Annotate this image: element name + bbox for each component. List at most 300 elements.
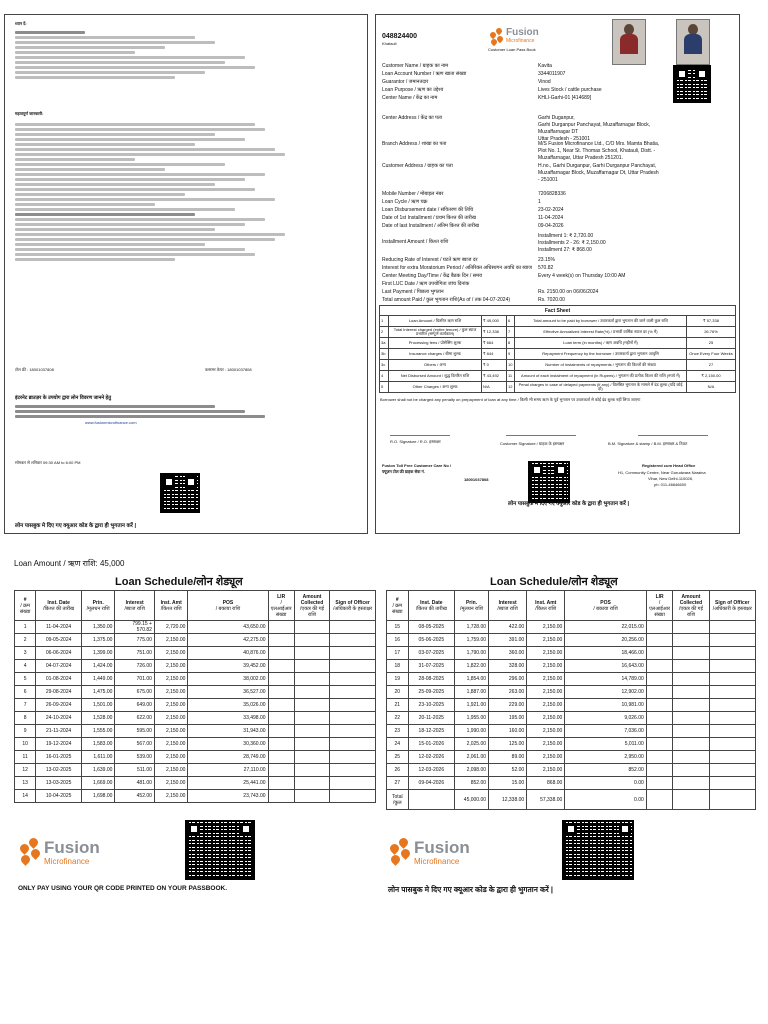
schedule-cell-a: 2,150.00 (527, 647, 565, 660)
schedule-cell-p: 1,728.00 (455, 621, 489, 634)
schedule-cell-blank (294, 673, 330, 686)
schedule-cell-blank (408, 790, 454, 810)
schedule-cell-blank (268, 647, 294, 660)
schedule-row (15, 660, 376, 673)
schedule-cell-d: 04-07-2024 (36, 660, 82, 673)
schedule-cell-blank (294, 686, 330, 699)
schedule-cell-a: 2,150.00 (527, 634, 565, 647)
fact-row: 3b Insurance charges / बीमा शुल्क ₹ 844 9 Repayment Frequency by the borrower / उधारकर्ता द्वारा भुगतान आवृत्ति Once Every Four Weeks (380, 349, 736, 360)
schedule-cell-n: 5 (15, 673, 36, 686)
schedule-cell-pos: 40,876.00 (188, 647, 268, 660)
schedule-cell-blank (268, 634, 294, 647)
schedule-cell-blank (268, 751, 294, 764)
schedule-cell-blank (268, 725, 294, 738)
schedule-cell-a: 2,150.00 (527, 686, 565, 699)
schedule-cell-d: 29-08-2024 (36, 686, 82, 699)
schedule-cell-d: 09-04-2026 (408, 777, 454, 790)
schedule-cell-a: 2,150.00 (154, 790, 187, 803)
schedule-cell-blank (294, 621, 330, 634)
schedule-cell-pos: 9,026.00 (565, 712, 646, 725)
schedule-row (387, 699, 756, 712)
notes-text-block (15, 29, 255, 81)
schedule-cell-a: 2,150.00 (527, 712, 565, 725)
schedule-cell-i: 360.00 (489, 647, 527, 660)
customer-qr-code[interactable] (673, 65, 711, 103)
schedule-cell-p: 1,990.00 (455, 725, 489, 738)
schedule-cell-d: 12-03-2026 (408, 764, 454, 777)
loan-schedule-title-right: Loan Schedule/लोन शेड्यूल (490, 576, 618, 588)
schedule-cell-n: 3 (15, 647, 36, 660)
schedule-cell-blank (294, 790, 330, 803)
brand-subtitle: Microfinance (506, 38, 535, 44)
schedule-row (15, 686, 376, 699)
schedule-cell-d: 25-09-2025 (408, 686, 454, 699)
ro-signature-line (390, 435, 450, 436)
bm-signature-label: B.M. Signature & stamp / B.M. हस्ताक्षर & टिकट (608, 441, 688, 446)
payment-note-bottom-left: ONLY PAY USING YOUR QR CODE PRINTED ON YOUR PASSBOOK. (18, 885, 228, 892)
schedule-row (15, 751, 376, 764)
schedule-cell-blank (646, 777, 673, 790)
schedule-cell-blank (673, 660, 709, 673)
schedule-cell-blank (646, 647, 673, 660)
schedule-cell-pos: 18,466.00 (565, 647, 646, 660)
fact-sheet-title: Fact Sheet (380, 306, 736, 316)
schedule-cell-blank (268, 712, 294, 725)
schedule-cell-blank (294, 738, 330, 751)
fact-row: 4 Net Disbursed Amount / शुद्ध वितरित राशि ₹ 43,492 11 Amount of each instalment of repayment (in Rupees) / भुगतान की प्रत्येक किश्त की राशि (रुपये में) ₹ 2,150.00 (380, 371, 736, 382)
schedule-cell-d: 26-09-2024 (36, 699, 82, 712)
schedule-cell-a: 2,150.00 (154, 647, 187, 660)
schedule-row (15, 647, 376, 660)
schedule-cell-i: 452.00 (115, 790, 155, 803)
qr-payment-note: लोन पासबुक मे दिए गए क्यूआर कोड के द्वारा ही भुगतान करें | (15, 523, 137, 529)
schedule-cell-blank (646, 790, 673, 810)
schedule-cell-i: 726.00 (115, 660, 155, 673)
schedule-cell-d: 20-11-2025 (408, 712, 454, 725)
schedule-cell-d: 10-04-2025 (36, 790, 82, 803)
schedule-cell-blank (268, 777, 294, 790)
schedule-cell-blank (268, 790, 294, 803)
brand-name: Fusion (506, 27, 539, 38)
schedule-cell-n: 26 (387, 764, 409, 777)
schedule-cell-a: 2,150.00 (154, 686, 187, 699)
schedule-body-left (15, 621, 376, 803)
schedule-cell-pos: 5,011.00 (565, 738, 646, 751)
schedule-row (387, 660, 756, 673)
payment-qr-code-bottom-left[interactable] (185, 820, 255, 880)
schedule-cell-p: 2,025.00 (455, 738, 489, 751)
schedule-cell-blank (646, 712, 673, 725)
schedule-cell-n: 13 (15, 777, 36, 790)
schedule-cell-blank (330, 660, 376, 673)
schedule-row (15, 699, 376, 712)
schedule-cell-blank (294, 634, 330, 647)
schedule-cell-pos: 27,110.00 (188, 764, 268, 777)
schedule-cell-p: 2,061.00 (455, 751, 489, 764)
schedule-cell-a: 2,150.00 (154, 712, 187, 725)
schedule-cell-blank (673, 751, 709, 764)
schedule-cell-d: 05-06-2025 (408, 634, 454, 647)
schedule-cell-d: 23-10-2025 (408, 699, 454, 712)
brand-name-bottom-right: Fusion (414, 838, 470, 857)
schedule-cell-i: 89.00 (489, 751, 527, 764)
fact-row: 3a Processing fees / प्रोसेसिंग शुल्क ₹ 664 8 Loan term (in months) / ऋण अवधि (महीनों में) 25 (380, 338, 736, 349)
schedule-cell-d: 08-05-2025 (408, 621, 454, 634)
schedule-cell-i: 649.00 (115, 699, 155, 712)
schedule-cell-blank (673, 673, 709, 686)
schedule-row (15, 725, 376, 738)
schedule-cell-a: 2,150.00 (154, 725, 187, 738)
schedule-row (387, 686, 756, 699)
schedule-cell-a: 2,150.00 (527, 621, 565, 634)
schedule-cell-pos: 25,441.00 (188, 777, 268, 790)
schedule-cell-a: 2,150.00 (154, 673, 187, 686)
consent-heading: इंटरनेट ब्राउज़र के उपयोग द्वारा लोन विवरण जानने हेतु (15, 395, 112, 401)
schedule-row (387, 673, 756, 686)
loan-amount-heading: Loan Amount / ऋण राशि: 45,000 (14, 559, 125, 568)
schedule-cell-blank (709, 673, 755, 686)
schedule-cell-blank (646, 634, 673, 647)
schedule-cell-p: 1,424.00 (81, 660, 114, 673)
schedule-cell-blank (268, 764, 294, 777)
schedule-cell-blank (294, 660, 330, 673)
schedule-cell-p: 1,759.00 (455, 634, 489, 647)
loan-schedule-table-right (386, 590, 756, 810)
schedule-cell-n: 10 (15, 738, 36, 751)
schedule-cell-pos: 2,950.00 (565, 751, 646, 764)
schedule-cell-pos: 35,026.00 (188, 699, 268, 712)
schedule-cell-d: 03-07-2025 (408, 647, 454, 660)
schedule-cell-blank (673, 621, 709, 634)
schedule-cell-pos: 38,002.00 (188, 673, 268, 686)
schedule-cell-pos: 7,036.00 (565, 725, 646, 738)
schedule-cell-i: 595.00 (115, 725, 155, 738)
schedule-cell-n: 7 (15, 699, 36, 712)
office-line-2: Vihar, New Delhi-110028, (648, 476, 693, 481)
schedule-cell-blank (709, 764, 755, 777)
schedule-cell-blank (268, 686, 294, 699)
schedule-cell-blank (330, 751, 376, 764)
guarantor-photo (676, 19, 710, 65)
schedule-cell-a: 2,150.00 (154, 751, 187, 764)
schedule-cell-pos: 22,015.00 (565, 621, 646, 634)
schedule-cell-blank (709, 621, 755, 634)
schedule-cell-blank (646, 725, 673, 738)
schedule-cell-a: 2,150.00 (154, 738, 187, 751)
consent-text (15, 403, 265, 420)
schedule-cell-blank (709, 712, 755, 725)
schedule-cell-d: 12-02-2026 (408, 751, 454, 764)
customer-signature-line (506, 435, 576, 436)
schedule-row (15, 634, 376, 647)
schedule-cell-blank (709, 777, 755, 790)
schedule-row (15, 764, 376, 777)
schedule-cell-blank (330, 673, 376, 686)
total-cell-i: 12,338.00 (489, 790, 527, 810)
schedule-cell-blank (294, 725, 330, 738)
schedule-cell-blank (646, 621, 673, 634)
schedule-cell-p: 1,555.00 (81, 725, 114, 738)
office-line-1: H1, Community Centre, Near Gurudwara Naraina (618, 470, 706, 475)
schedule-cell-i: 751.00 (115, 647, 155, 660)
schedule-cell-n: 27 (387, 777, 409, 790)
schedule-cell-blank (330, 738, 376, 751)
schedule-cell-n: 18 (387, 660, 409, 673)
timing-text: सोमवार से शनिवार 09:30 AM to 6:00 PM (15, 460, 81, 465)
payment-qr-code-bottom-right[interactable] (562, 820, 634, 880)
schedule-cell-blank (268, 660, 294, 673)
fusion-logo (488, 27, 558, 55)
section-heading: महत्वपूर्ण जानकारी: (15, 111, 44, 116)
schedule-cell-p: 1,921.00 (455, 699, 489, 712)
schedule-cell-a: 2,150.00 (527, 751, 565, 764)
total-cell-a: 57,338.00 (527, 790, 565, 810)
schedule-cell-n: 15 (387, 621, 409, 634)
schedule-cell-blank (646, 738, 673, 751)
schedule-cell-d: 13-03-2025 (36, 777, 82, 790)
schedule-cell-p: 1,822.00 (455, 660, 489, 673)
schedule-cell-blank (268, 738, 294, 751)
schedule-header-row: # / क्रम संख्या Inst. Date /किश्त की तारीख Prin. /मूलधन राशि Interest /ब्याज राशि Inst. Amt /किश्त राशि POS / बकाया राशि LIR / एलआईआर संख्या Amount Collected /एकत्र की गई राशि Sign of Officer /अधिकारी के हस्ताक्षर (387, 591, 756, 621)
schedule-cell-i: 701.00 (115, 673, 155, 686)
schedule-cell-blank (709, 660, 755, 673)
schedule-cell-blank (673, 725, 709, 738)
schedule-cell-pos: 42,275.00 (188, 634, 268, 647)
schedule-cell-d: 09-05-2024 (36, 634, 82, 647)
schedule-cell-blank (330, 621, 376, 634)
schedule-cell-blank (709, 751, 755, 764)
schedule-row (15, 673, 376, 686)
schedule-row (15, 738, 376, 751)
contact-line-1: टोल फ्री : 18001037808 (15, 367, 54, 372)
passbook-tagline: Customer Loan Pass Book (488, 47, 536, 52)
schedule-row (387, 777, 756, 790)
loan-schedule-title-left: Loan Schedule/लोन शेड्यूल (115, 576, 243, 588)
schedule-cell-i: 481.00 (115, 777, 155, 790)
schedule-cell-blank (330, 764, 376, 777)
schedule-cell-i: 15.00 (489, 777, 527, 790)
schedule-cell-a: 2,150.00 (154, 777, 187, 790)
schedule-cell-a: 2,150.00 (154, 699, 187, 712)
schedule-cell-n: 12 (15, 764, 36, 777)
schedule-cell-a: 2,150.00 (527, 660, 565, 673)
schedule-cell-p: 1,639.00 (81, 764, 114, 777)
schedule-cell-pos: 33,498.00 (188, 712, 268, 725)
schedule-cell-blank (646, 699, 673, 712)
schedule-cell-blank (646, 660, 673, 673)
schedule-cell-n: 1 (15, 621, 36, 634)
schedule-cell-i: 675.00 (115, 686, 155, 699)
total-cell-pos: 0.00 (565, 790, 646, 810)
schedule-cell-p: 1,449.00 (81, 673, 114, 686)
schedule-cell-d: 19-12-2024 (36, 738, 82, 751)
schedule-cell-p: 1,350.00 (81, 621, 114, 634)
schedule-cell-i: 52.00 (489, 764, 527, 777)
schedule-cell-blank (709, 790, 755, 810)
schedule-cell-d: 13-02-2025 (36, 764, 82, 777)
schedule-cell-blank (646, 764, 673, 777)
loan-number: 048824400 (382, 33, 418, 40)
schedule-cell-p: 1,399.00 (81, 647, 114, 660)
schedule-cell-pos: 12,902.00 (565, 686, 646, 699)
schedule-cell-i: 511.00 (115, 764, 155, 777)
schedule-cell-d: 06-06-2024 (36, 647, 82, 660)
schedule-cell-blank (268, 621, 294, 634)
schedule-cell-pos: 20,256.00 (565, 634, 646, 647)
passbook-details-panel: 048824400 Khatauli Fusion Microfinance Customer Loan Pass Book Customer Name / ग्राहक का नाम Kavita Loan Account Number / ऋण खाता संख्या 3344011907 Guarantor / जमानतदार Vinod Loan Purpose / ऋण का उद्देश्य Lives Stock / cattle purchase Center Name / केंद्र का नाम KHLI-Garhi-01 [414689] Center Address / केंद्र का पता Garhi Duganpur, Garhi Durganpur Panchayat, Muzaffarnagar Block, Muzaffarnagar DT Uttar Pradesh - 251001 Branch Address / शाखा का पता M/S Fusion Microfinance Ltd., C/O Mrs. Mamta Bhatia, Plot No. 1, Near St. Thomas School, Khatauli, Distt. - Muzaffarnagar, Uttar Pradesh 251201. Customer Address / ग्राहक का पता H.no., Garhi Durganpur, Garhi Durganpur Panchayat, Muzaffarnagar Block, Muzaffarnagar Dt, Uttar Pradesh - 251001 Mobile Number / मोबाइल नंबर 7206828336 Loan Cycle / ऋण चक्र 1 Loan Disbursement date / संवितरण की तिथि 23-02-2024 Date of 1st Installment / प्रथम किश्त की तारीख 11-04-2024 Date of last Installment / अंतिम किश्त की तारीख 09-04-2026 Installment Amount / किश्त राशि Installment 1: ₹ 2,720.00 Installments 2 - 26: ₹ 2,150.00 Installment 27: ₹ 868.00 Reducing Rate of Interest / घटते ऋण ब्याज दर 23.15% Interest for extra Moratorium Period / अतिरिक्त अधिस्थगन अवधि का ब्याज 570.82 Center Meeting Day/Time / केंद्र बैठक दिन / समय Every 4 week(s) on Thursday 10:00 AM First LUC Date / ऋण उपयोगिता जांच दिनांक Last Payment / पिछला भुगतान Rs. 2150.00 on 06/06/2024 Total amount Paid / कुल भुगतान राशि(As of / तक 04-07-2024) Rs. 7020.00 Fact Sheet 1 Loan Amount / वितरित ऋण राशि ₹ 45,000 6 Total amount to be paid by borrower / उधारकर्ता द्वारा भुगतान की जाने वाली कुल राशि ₹ 57,338 2 Total Interest charged (entire tenure) / कुल ब्याज प्रभारित (सम्पूर्ण कार्यकाल) ₹ 12,338 7 Effective Annualized Interest Rate(%) / प्रभावी वार्षिक ब्याज दर (% में) 26.76% 3a Processing fees / प्रोसेसिंग शुल्क ₹ 664 8 Loan term (in months) / ऋण अवधि (महीनों में) 25 3b Insurance charges / बीमा शुल्क ₹ 844 9 Repayment Frequency by the borrower / उधारकर्ता द्वारा भुगतान आवृत्ति Once Every Four Weeks 3c Others / अन्य ₹ 0 10 Number of instalments of repayments / भुगतान की किश्तों की संख्या 27 4 Net Disbursed Amount / शुद्ध वितरित राशि ₹ 43,492 11 Amount of each instalment of repayment (in Rupees) / भुगतान की प्रत्येक किश्त की राशि (रुपये में) ₹ 2,150.00 5 Other Charges / अन्य शुल्क N/A 12 Penal charges in case of delayed payments (if any) / विलंबित भुगतान के मामले में दंड शुल्क (यदि कोई हो) N/A Borrower shall not be charged any penalty on prepayment of loan at any time / किसी भी समय ऋण के पूर्व भुगतान पर उधारकर्ता से कोई दंड शुल्क नहीं लिया जाएगा R.O. Signature / R.O. हस्ताक्षर Customer Signature / ग्राहक के हस्ताक्षर B.M. Signature & stamp / B.M. हस्ताक्षर & टिकट Fusion Toll Free Customer Care No / फ्यूज़न टोल फ्री ग्राहक सेवा नं. 18001037808 Registered cum Head Office H1, Community Centre, Near Gurudwara Naraina Vihar, New Delhi-110028, ph: 011-46646600 लोन पासबुक मे दिए गए क्यूआर कोड के द्वारा ही भुगतान करें | (375, 14, 740, 534)
schedule-cell-i: 775.00 (115, 634, 155, 647)
schedule-cell-blank (330, 686, 376, 699)
schedule-cell-a: 2,150.00 (154, 634, 187, 647)
schedule-cell-p: 2,098.00 (455, 764, 489, 777)
schedule-cell-n: 23 (387, 725, 409, 738)
tollfree-number[interactable]: 18001037808 (464, 477, 489, 482)
schedule-cell-p: 1,698.00 (81, 790, 114, 803)
payment-qr-code[interactable] (160, 473, 200, 513)
schedule-cell-i: 125.00 (489, 738, 527, 751)
schedule-cell-p: 1,375.00 (81, 634, 114, 647)
schedule-row (15, 790, 376, 803)
schedule-cell-a: 2,150.00 (527, 738, 565, 751)
passbook-terms-panel (4, 14, 368, 534)
schedule-cell-a: 2,150.00 (527, 725, 565, 738)
ro-signature-label: R.O. Signature / R.O. हस्ताक्षर (390, 439, 441, 444)
schedule-cell-n: 8 (15, 712, 36, 725)
schedule-cell-blank (330, 790, 376, 803)
office-line-3: ph: 011-46646600 (654, 482, 687, 487)
schedule-cell-n: 6 (15, 686, 36, 699)
schedule-cell-pos: 28,749.00 (188, 751, 268, 764)
schedule-row (15, 777, 376, 790)
customer-signature-label: Customer Signature / ग्राहक के हस्ताक्षर (500, 441, 565, 446)
schedule-cell-blank (673, 634, 709, 647)
schedule-cell-i: 422.00 (489, 621, 527, 634)
customer-photo (612, 19, 646, 65)
terms-text-block (15, 121, 285, 263)
schedule-row (387, 634, 756, 647)
total-label: Total /कुल (387, 790, 409, 810)
schedule-cell-n: 25 (387, 751, 409, 764)
schedule-cell-n: 11 (15, 751, 36, 764)
schedule-cell-i: 799.15 + 570.82 (115, 621, 155, 634)
schedule-row (15, 621, 376, 634)
schedule-cell-blank (673, 790, 709, 810)
schedule-cell-pos: 39,452.00 (188, 660, 268, 673)
schedule-cell-blank (268, 699, 294, 712)
schedule-cell-pos: 10,981.00 (565, 699, 646, 712)
schedule-body-right (387, 621, 756, 810)
schedule-cell-blank (294, 764, 330, 777)
schedule-cell-a: 2,150.00 (527, 764, 565, 777)
schedule-row (387, 621, 756, 634)
schedule-row (387, 751, 756, 764)
schedule-cell-blank (268, 673, 294, 686)
schedule-cell-blank (294, 751, 330, 764)
schedule-cell-blank (294, 699, 330, 712)
contact-line-2: कस्टमर केयर : 18001037808 (205, 367, 252, 372)
loan-schedule-table-left (14, 590, 376, 803)
schedule-cell-p: 1,475.00 (81, 686, 114, 699)
schedule-row (15, 712, 376, 725)
schedule-cell-pos: 43,650.00 (188, 621, 268, 634)
schedule-header-row: # / क्रम संख्या Inst. Date /किश्त की तारीख Prin. /मूलधन राशि Interest /ब्याज राशि Inst. Amt /किश्त राशि POS / बकाया राशि LIR / एलआईआर संख्या Amount Collected /एकत्र की गई राशि Sign of Officer /अधिकारी के हस्ताक्षर (15, 591, 376, 621)
schedule-cell-n: 9 (15, 725, 36, 738)
schedule-cell-blank (330, 647, 376, 660)
schedule-cell-blank (294, 647, 330, 660)
schedule-cell-n: 14 (15, 790, 36, 803)
schedule-cell-blank (294, 777, 330, 790)
schedule-cell-d: 16-01-2025 (36, 751, 82, 764)
schedule-cell-n: 2 (15, 634, 36, 647)
schedule-cell-blank (294, 712, 330, 725)
schedule-cell-p: 1,887.00 (455, 686, 489, 699)
schedule-cell-i: 622.00 (115, 712, 155, 725)
total-cell-p: 45,000.00 (455, 790, 489, 810)
schedule-cell-p: 852.00 (455, 777, 489, 790)
payment-qr-code-right[interactable] (528, 461, 570, 503)
schedule-cell-p: 1,528.00 (81, 712, 114, 725)
schedule-cell-d: 24-10-2024 (36, 712, 82, 725)
schedule-cell-p: 1,611.00 (81, 751, 114, 764)
schedule-cell-d: 28-08-2025 (408, 673, 454, 686)
fact-row: 3c Others / अन्य ₹ 0 10 Number of instalments of repayments / भुगतान की किश्तों की संख्या 27 (380, 360, 736, 371)
schedule-cell-blank (673, 777, 709, 790)
schedule-cell-a: 2,150.00 (527, 673, 565, 686)
schedule-cell-p: 1,854.00 (455, 673, 489, 686)
fact-row: 2 Total Interest charged (entire tenure) / कुल ब्याज प्रभारित (सम्पूर्ण कार्यकाल) ₹ 12,338 7 Effective Annualized Interest Rate(%) / प्रभावी वार्षिक ब्याज दर (% में) 26.76% (380, 327, 736, 338)
schedule-cell-blank (330, 634, 376, 647)
schedule-cell-n: 16 (387, 634, 409, 647)
brand-name-bottom-left: Fusion (44, 838, 100, 857)
schedule-cell-blank (330, 699, 376, 712)
schedule-cell-pos: 23,743.00 (188, 790, 268, 803)
schedule-cell-pos: 14,789.00 (565, 673, 646, 686)
schedule-cell-blank (673, 712, 709, 725)
prepayment-note: Borrower shall not be charged any penalty on prepayment of loan at any time / किसी भी समय ऋण के पूर्व भुगतान पर उधारकर्ता से कोई दंड शुल्क नहीं लिया जाएगा (380, 397, 641, 402)
schedule-cell-pos: 16,643.00 (565, 660, 646, 673)
schedule-cell-blank (330, 725, 376, 738)
schedule-total-row (387, 790, 756, 810)
schedule-cell-blank (646, 673, 673, 686)
schedule-cell-d: 18-12-2025 (408, 725, 454, 738)
schedule-cell-blank (709, 738, 755, 751)
schedule-cell-blank (646, 751, 673, 764)
schedule-row (387, 712, 756, 725)
schedule-cell-blank (709, 647, 755, 660)
website-link[interactable]: www.fusionmicrofinance.com (85, 420, 137, 425)
schedule-cell-blank (709, 725, 755, 738)
schedule-cell-p: 1,955.00 (455, 712, 489, 725)
schedule-cell-d: 01-08-2024 (36, 673, 82, 686)
fact-row: 1 Loan Amount / वितरित ऋण राशि ₹ 45,000 6 Total amount to be paid by borrower / उधारकर्ता द्वारा भुगतान की जाने वाली कुल राशि ₹ 57,338 (380, 316, 736, 327)
schedule-cell-i: 263.00 (489, 686, 527, 699)
schedule-cell-n: 17 (387, 647, 409, 660)
schedule-cell-blank (673, 699, 709, 712)
bm-signature-line (638, 435, 708, 436)
schedule-row (387, 764, 756, 777)
schedule-row (387, 647, 756, 660)
schedule-cell-i: 391.00 (489, 634, 527, 647)
schedule-cell-n: 22 (387, 712, 409, 725)
schedule-cell-d: 15-01-2026 (408, 738, 454, 751)
schedule-cell-blank (709, 686, 755, 699)
brand-subtitle-bottom-right: Microfinance (414, 857, 460, 866)
schedule-cell-d: 11-04-2024 (36, 621, 82, 634)
schedule-cell-pos: 0.00 (565, 777, 646, 790)
schedule-cell-d: 31-07-2025 (408, 660, 454, 673)
schedule-cell-p: 1,583.00 (81, 738, 114, 751)
schedule-cell-n: 19 (387, 673, 409, 686)
